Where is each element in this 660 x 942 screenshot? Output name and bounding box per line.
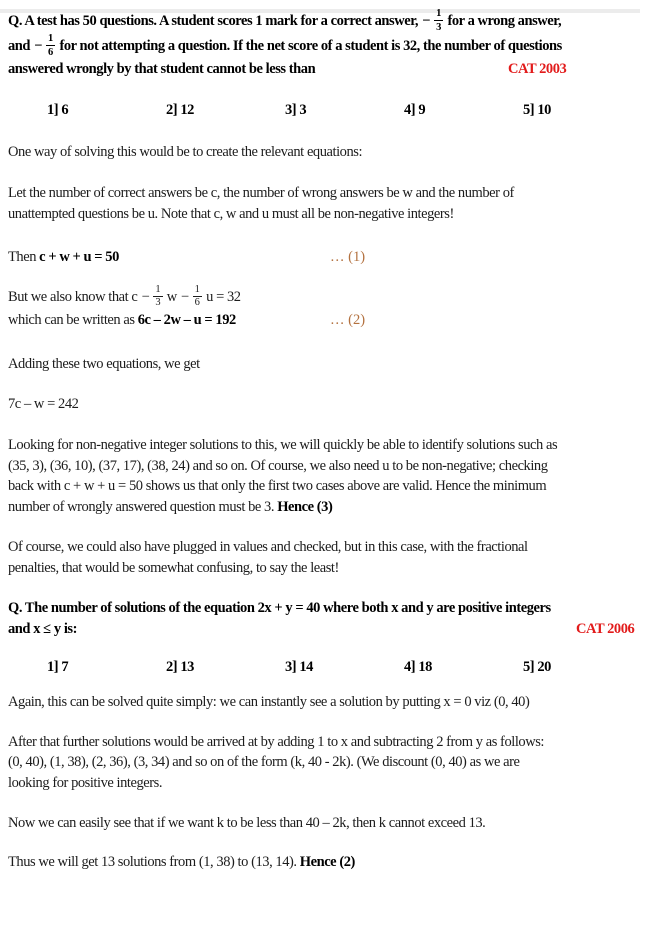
option-4: 4] 18 bbox=[404, 659, 432, 676]
text-line bbox=[8, 497, 652, 518]
minus-sign: − bbox=[141, 288, 150, 305]
option-4: 4] 9 bbox=[404, 101, 426, 118]
text-seg: u = 32 bbox=[202, 288, 241, 305]
text-line bbox=[8, 752, 652, 773]
text-line bbox=[8, 310, 652, 331]
text-seg: Again, this can be solved quite simply: we can instantly see a solution by putting x = 0 viz (0, 40) bbox=[8, 694, 530, 711]
fraction-numerator: 1 bbox=[46, 33, 55, 46]
text-seg: Now we can easily see that if we want k to be less than 40 – 2k, then k cannot exceed 13. bbox=[8, 815, 486, 832]
fraction bbox=[152, 284, 163, 309]
text-seg: and x ≤ y is: bbox=[8, 620, 77, 637]
equation-ref: … (1) bbox=[330, 249, 366, 266]
equation-2-block bbox=[8, 285, 652, 331]
option-1: 1] 6 bbox=[47, 101, 69, 118]
text-line bbox=[8, 394, 652, 415]
text-line bbox=[8, 285, 652, 310]
option-1: 1] 7 bbox=[47, 659, 69, 676]
option-3: 3] 14 bbox=[285, 659, 313, 676]
text-line bbox=[8, 558, 652, 579]
text-seg: which can be written as bbox=[8, 311, 138, 328]
text-line bbox=[8, 692, 652, 713]
text-seg: and bbox=[8, 37, 34, 54]
combined-equation-line bbox=[8, 394, 652, 415]
minus-sign: − bbox=[180, 288, 189, 305]
fraction-denominator: 6 bbox=[48, 46, 54, 58]
text-line bbox=[8, 619, 652, 640]
exam-tag: CAT 2003 bbox=[508, 61, 567, 78]
text-seg: back with c + w + u = 50 shows us that only the first two cases above are valid. Hence the minimum bbox=[8, 478, 547, 495]
option-3: 3] 3 bbox=[285, 101, 307, 118]
fraction bbox=[433, 8, 444, 33]
equation-ref: … (2) bbox=[330, 311, 366, 328]
text-seg: for a wrong answer, bbox=[444, 12, 562, 29]
equation-1-line bbox=[8, 247, 652, 268]
text-seg: (35, 3), (36, 10), (37, 17), (38, 24) and so on. Of course, we also need u to be non-negative; checking bbox=[8, 457, 548, 474]
text-seg: Q. A test has 50 questions. A student scores 1 mark for a correct answer, bbox=[8, 12, 422, 29]
text-line bbox=[8, 435, 652, 456]
question-1 bbox=[8, 9, 652, 80]
text-seg: But we also know that c bbox=[8, 288, 141, 305]
document-page bbox=[0, 9, 660, 872]
text-seg: Hence (3) bbox=[277, 498, 333, 515]
text-seg: One way of solving this would be to create the relevant equations: bbox=[8, 143, 363, 160]
text-line bbox=[8, 142, 652, 163]
option-2: 2] 12 bbox=[166, 101, 194, 118]
text-seg: looking for positive integers. bbox=[8, 774, 163, 791]
text-line bbox=[8, 732, 652, 753]
text-line bbox=[8, 456, 652, 477]
fraction-numerator: 1 bbox=[434, 8, 443, 21]
integer-solutions-paragraph bbox=[8, 435, 652, 517]
text-line bbox=[8, 852, 652, 873]
further-solutions-paragraph bbox=[8, 732, 652, 794]
variable-setup-paragraph bbox=[8, 183, 652, 224]
solution-intro-paragraph bbox=[8, 142, 652, 163]
option-5: 5] 10 bbox=[523, 101, 551, 118]
fraction-numerator: 1 bbox=[153, 284, 162, 297]
k-limit-paragraph bbox=[8, 813, 652, 834]
text-seg: number of wrongly answered question must be 3. bbox=[8, 498, 278, 515]
minus-sign: − bbox=[34, 37, 43, 54]
text-seg: 6c – 2w – u = 192 bbox=[137, 311, 236, 328]
text-line bbox=[8, 59, 652, 80]
text-seg: c + w + u = 50 bbox=[39, 249, 119, 266]
text-line bbox=[8, 773, 652, 794]
text-seg: (0, 40), (1, 38), (2, 36), (3, 34) and so on of the form (k, 40 - 2k). (We discount (0, 40) as we are bbox=[8, 754, 520, 771]
text-line bbox=[8, 247, 652, 268]
text-seg: 7c – w = 242 bbox=[8, 395, 79, 412]
option-5: 5] 20 bbox=[523, 659, 551, 676]
text-seg: Q. The number of solutions of the equation 2x + y = 40 where both x and y are positive integers bbox=[8, 600, 551, 617]
fraction-denominator: 6 bbox=[194, 297, 200, 309]
options-question-2 bbox=[8, 657, 652, 678]
question-2 bbox=[8, 598, 652, 639]
text-seg: Thus we will get 13 solutions from (1, 38) to (13, 14). bbox=[8, 853, 300, 870]
text-line bbox=[8, 813, 652, 834]
text-seg: After that further solutions would be arrived at by adding 1 to x and subtracting 2 from y as follows: bbox=[8, 733, 544, 750]
adding-equations-paragraph bbox=[8, 354, 652, 375]
minus-sign: − bbox=[422, 12, 431, 29]
text-line bbox=[8, 598, 652, 619]
text-line bbox=[8, 34, 652, 59]
text-seg: for not attempting a question. If the net score of a student is 32, the number of questions bbox=[56, 37, 562, 54]
plugging-values-paragraph bbox=[8, 537, 652, 578]
text-seg: Of course, we could also have plugged in values and checked, but in this case, with the fractional bbox=[8, 539, 528, 556]
text-line bbox=[8, 183, 652, 204]
fraction bbox=[45, 33, 56, 58]
text-seg: penalties, that would be somewhat confusing, to say the least! bbox=[8, 559, 339, 576]
fraction-numerator: 1 bbox=[193, 284, 202, 297]
text-seg: Let the number of correct answers be c, the number of wrong answers be w and the number of bbox=[8, 185, 514, 202]
text-seg: unattempted questions be u. Note that c, w and u must all be non-negative integers! bbox=[8, 205, 454, 222]
text-seg: Looking for non-negative integer solutions to this, we will quickly be able to identify solutions such as bbox=[8, 437, 558, 454]
text-line bbox=[8, 9, 652, 34]
text-line bbox=[8, 537, 652, 558]
text-line bbox=[8, 354, 652, 375]
options-question-1 bbox=[8, 100, 652, 121]
text-seg: w bbox=[163, 288, 180, 305]
first-solution-paragraph bbox=[8, 692, 652, 713]
conclusion-paragraph bbox=[8, 852, 652, 873]
fraction-denominator: 3 bbox=[155, 297, 161, 309]
text-seg: Hence (2) bbox=[299, 853, 355, 870]
text-line bbox=[8, 476, 652, 497]
text-seg: Adding these two equations, we get bbox=[8, 356, 200, 373]
text-seg: answered wrongly by that student cannot be less than bbox=[8, 61, 316, 78]
exam-tag: CAT 2006 bbox=[576, 620, 635, 637]
option-2: 2] 13 bbox=[166, 659, 194, 676]
text-line bbox=[8, 204, 652, 225]
text-seg: Then bbox=[8, 249, 40, 266]
fraction bbox=[192, 284, 203, 309]
fraction-denominator: 3 bbox=[436, 21, 442, 33]
